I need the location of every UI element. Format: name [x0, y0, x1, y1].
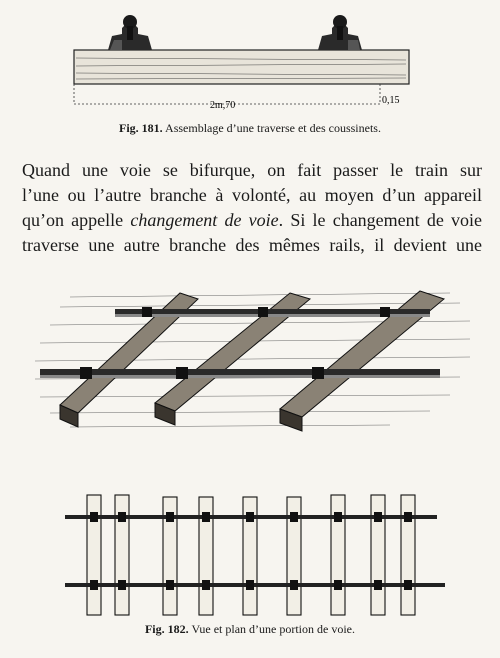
paragraph-line-3-end: . Si le changement de voie [278, 210, 483, 230]
right-chair-with-rail [318, 15, 362, 50]
dimension-height: 0,15 [382, 95, 400, 106]
left-chair-with-rail [108, 15, 152, 50]
figure-182-number: Fig. 182. [144, 622, 189, 636]
paragraph-line-1: Quand une voie se bifurque, on fait passer le train sur [22, 160, 482, 180]
figure-181-illustration [60, 6, 420, 116]
figure-181-number: Fig. 181. [119, 121, 163, 135]
paragraph-line-2: l’une ou l’autre branche à volonté, au moyen d’un appareil [22, 185, 482, 205]
figure-181-caption [0, 121, 500, 136]
figure-181-caption-text: Assemblage d’une traverse et des coussinets. [165, 121, 381, 135]
paragraph-line-3-start: qu’on appelle [22, 210, 131, 230]
paragraph-line-3 [22, 208, 482, 233]
figure-182-caption-text: Vue et plan d’une portion de voie. [191, 622, 356, 636]
paragraph-line-3-italic-term: changement de voie [130, 210, 279, 230]
paragraph-line-4: traverse une autre branche des mêmes rails, il devient une [22, 235, 482, 255]
track-perspective-illustration [30, 285, 480, 435]
body-paragraph [22, 158, 482, 258]
figure-182-caption [0, 622, 500, 637]
dimension-length: 2m,70 [210, 100, 236, 111]
track-plan-illustration [65, 493, 445, 618]
